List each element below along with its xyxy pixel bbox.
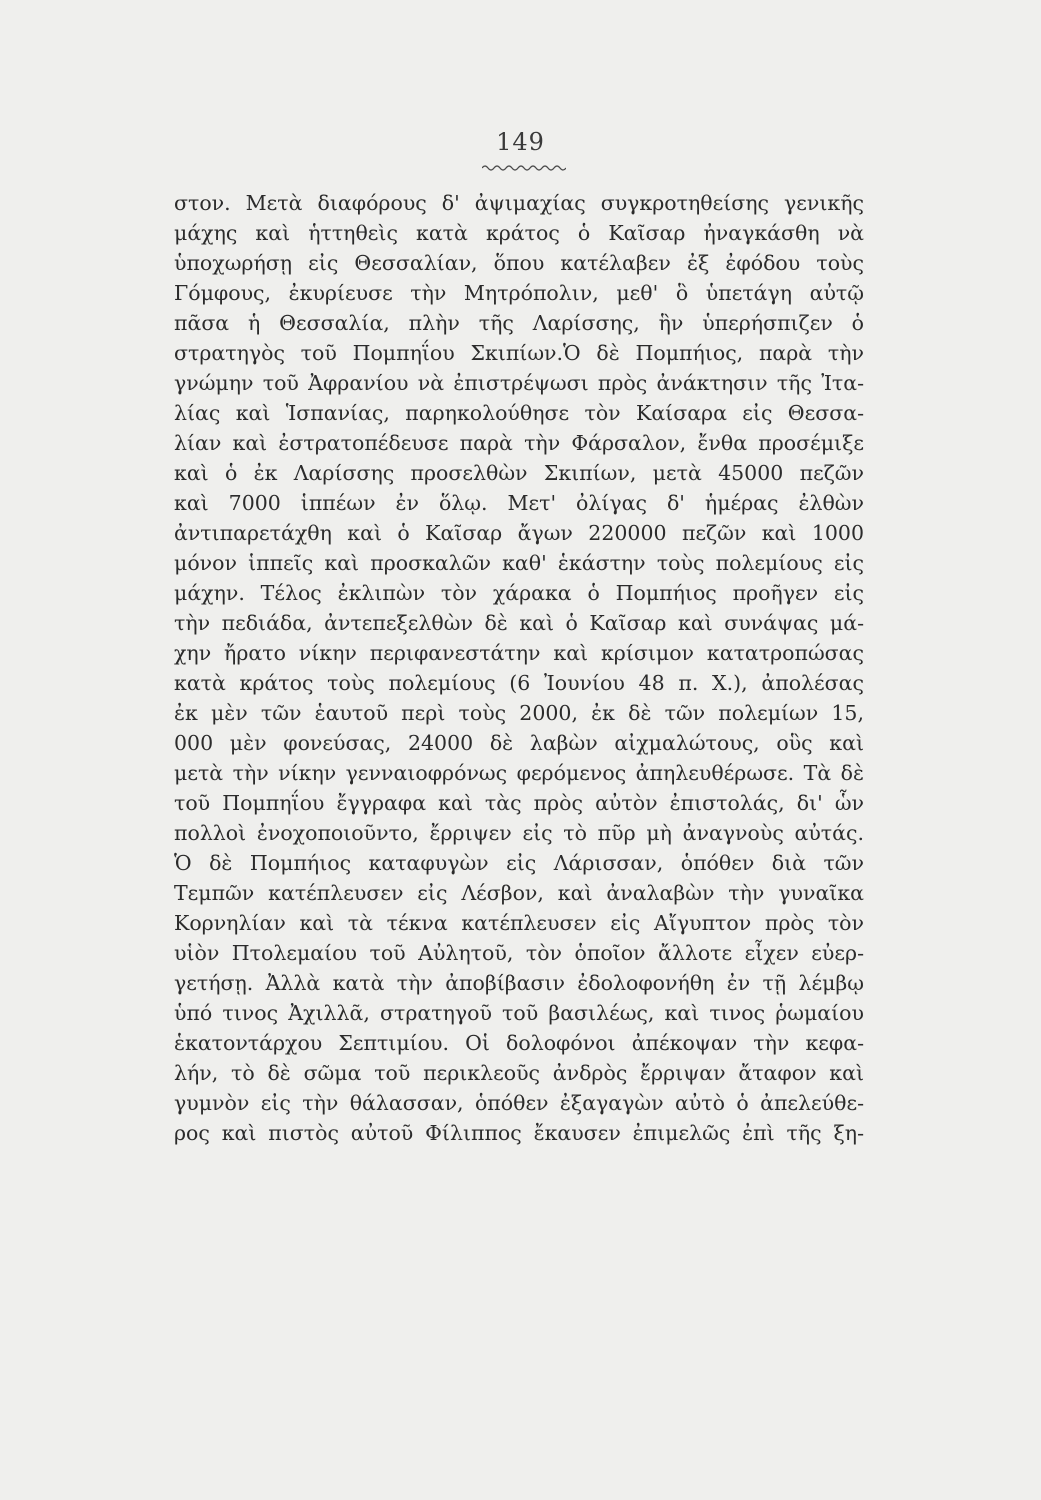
- text-line: ἐκ μὲν τῶν ἑαυτοῦ περὶ τοὺς 2000, ἐκ δὲ τῶν πολεμίων 15,: [174, 701, 864, 725]
- text-line: μάχην. Τέλος ἐκλιπὼν τὸν χάρακα ὁ Πομπήιος προῆγεν εἰς: [174, 581, 864, 605]
- text-line: Κορνηλίαν καὶ τὰ τέκνα κατέπλευσεν εἰς Αἴγυπτον πρὸς τὸν: [174, 911, 864, 935]
- text-line: λήν, τὸ δὲ σῶμα τοῦ περικλεοῦς ἀνδρὸς ἔρριψαν ἄταφον καὶ: [174, 1061, 864, 1085]
- text-line: γετήσῃ. Ἀλλὰ κατὰ τὴν ἀποβίβασιν ἐδολοφονήθη ἐν τῇ λέμβῳ: [174, 971, 864, 995]
- text-line: χην ἤρατο νίκην περιφανεστάτην καὶ κρίσιμον κατατροπώσας: [174, 641, 864, 665]
- text-line: ὑποχωρήσῃ εἰς Θεσσαλίαν, ὅπου κατέλαβεν ἐξ ἐφόδου τοὺς: [174, 251, 864, 275]
- page-number: 149: [496, 128, 545, 156]
- text-line: ἀντιπαρετάχθη καὶ ὁ Καῖσαρ ἄγων 220000 πεζῶν καὶ 1000: [174, 521, 864, 545]
- text-line: λίας καὶ Ἱσπανίας, παρηκολούθησε τὸν Καίσαρα εἰς Θεσσα-: [174, 401, 864, 425]
- text-line: πᾶσα ἡ Θεσσαλία, πλὴν τῆς Λαρίσσης, ἣν ὑπερήσπιζεν ὁ: [174, 311, 864, 335]
- wavy-rule-ornament: [482, 164, 566, 172]
- text-line: Τεμπῶν κατέπλευσεν εἰς Λέσβον, καὶ ἀναλαβὼν τὴν γυναῖκα: [174, 881, 864, 905]
- text-line: στρατηγὸς τοῦ Πομπηΐου Σκιπίων.Ὁ δὲ Πομπήιος, παρὰ τὴν: [174, 341, 864, 365]
- text-line: ἑκατοντάρχου Σεπτιμίου. Οἱ δολοφόνοι ἀπέκοψαν τὴν κεφα-: [174, 1031, 864, 1055]
- text-line: τὴν πεδιάδα, ἀντεπεξελθὼν δὲ καὶ ὁ Καῖσαρ καὶ συνάψας μά-: [174, 611, 864, 635]
- text-line: μάχης καὶ ἡττηθεὶς κατὰ κράτος ὁ Καῖσαρ ἠναγκάσθη νὰ: [174, 221, 864, 245]
- text-line: καὶ 7000 ἱππέων ἐν ὅλῳ. Μετ' ὀλίγας δ' ἡμέρας ἐλθὼν: [174, 491, 864, 515]
- text-line: Ὁ δὲ Πομπήιος καταφυγὼν εἰς Λάρισσαν, ὁπόθεν διὰ τῶν: [174, 851, 864, 875]
- text-line: μόνον ἱππεῖς καὶ προσκαλῶν καθ' ἑκάστην τοὺς πολεμίους εἰς: [174, 551, 864, 575]
- text-line: 000 μὲν φονεύσας, 24000 δὲ λαβὼν αἰχμαλώτους, οὓς καὶ: [174, 731, 864, 755]
- text-line: πολλοὶ ἐνοχοποιοῦντο, ἔρριψεν εἰς τὸ πῦρ μὴ ἀναγνοὺς αὐτάς.: [174, 821, 864, 845]
- text-line: Γόμφους, ἐκυρίευσε τὴν Μητρόπολιν, μεθ' ὃ ὑπετάγη αὐτῷ: [174, 281, 864, 305]
- text-line: τοῦ Πομπηΐου ἔγγραφα καὶ τὰς πρὸς αὐτὸν ἐπιστολάς, δι' ὧν: [174, 791, 864, 815]
- text-line: ὑπό τινος Ἀχιλλᾶ, στρατηγοῦ τοῦ βασιλέως, καὶ τινος ῥωμαίου: [174, 1001, 864, 1025]
- text-line: μετὰ τὴν νίκην γενναιοφρόνως φερόμενος ἀπηλευθέρωσε. Τὰ δὲ: [174, 761, 864, 785]
- text-line: λίαν καὶ ἐστρατοπέδευσε παρὰ τὴν Φάρσαλον, ἔνθα προσέμιξε: [174, 431, 864, 455]
- text-line: στον. Μετὰ διαφόρους δ' ἀψιμαχίας συγκροτηθείσης γενικῆς: [174, 191, 864, 215]
- text-line: γνώμην τοῦ Ἀφρανίου νὰ ἐπιστρέψωσι πρὸς ἀνάκτησιν τῆς Ἰτα-: [174, 371, 864, 395]
- text-line: υἱὸν Πτολεμαίου τοῦ Αὐλητοῦ, τὸν ὁποῖον ἄλλοτε εἶχεν εὐερ-: [174, 941, 864, 965]
- text-line: ρος καὶ πιστὸς αὐτοῦ Φίλιππος ἔκαυσεν ἐπιμελῶς ἐπὶ τῆς ξη-: [174, 1121, 864, 1145]
- text-line: γυμνὸν εἰς τὴν θάλασσαν, ὁπόθεν ἐξαγαγὼν αὐτὸ ὁ ἀπελεύθε-: [174, 1091, 864, 1115]
- text-line: καὶ ὁ ἐκ Λαρίσσης προσελθὼν Σκιπίων, μετὰ 45000 πεζῶν: [174, 461, 864, 485]
- text-line: κατὰ κράτος τοὺς πολεμίους (6 Ἰουνίου 48 π. Χ.), ἀπολέσας: [174, 671, 864, 695]
- body-text: [174, 188, 864, 1148]
